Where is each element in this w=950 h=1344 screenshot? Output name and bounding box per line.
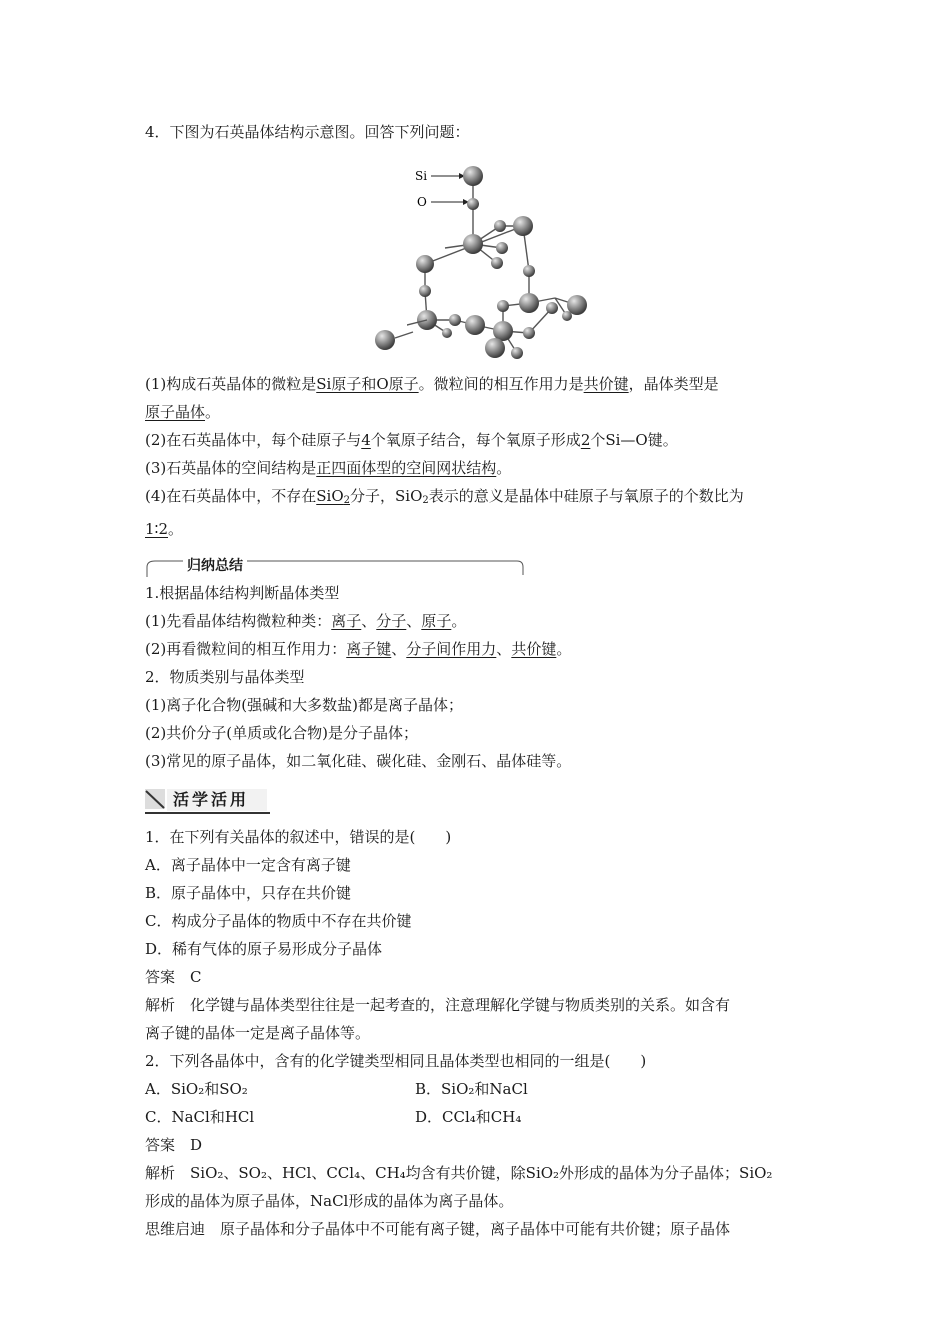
summary-1: 1.根据晶体结构判断晶体类型 — [145, 584, 340, 602]
q4-part1-line1: (1)构成石英晶体的微粒是Si原子和O原子。微粒间的相互作用力是共价键，晶体类型是 — [145, 375, 719, 393]
practice-q2-options-ab — [145, 1075, 810, 1103]
practice-q2-option-c: C．NaCl和HCl — [145, 1108, 255, 1126]
practice-q2-explanation-1: 解析 SiO₂、SO₂、HCl、CCl₄、CH₄均含有共价键，除SiO₂外形成的晶体为分子晶体；SiO₂ — [145, 1164, 773, 1182]
practice-q2-explanation-2: 形成的晶体为原子晶体，NaCl形成的晶体为离子晶体。 — [145, 1192, 514, 1210]
practice-thinking-tip: 思维启迪 原子晶体和分子晶体中不可能有离子键，离子晶体中可能有共价键；原子晶体 — [145, 1220, 731, 1238]
summary-1a: (1)先看晶体结构微粒种类：离子、分子、原子。 — [145, 612, 467, 630]
summary-2a: (1)离子化合物(强碱和大多数盐)都是离子晶体； — [145, 696, 463, 714]
summary-2b: (2)共价分子(单质或化合物)是分子晶体； — [145, 724, 418, 742]
summary-2c: (3)常见的原子晶体，如二氧化硅、碳化硅、金刚石、晶体硅等。 — [145, 752, 572, 770]
practice-q2-option-a: A．SiO₂和SO₂ — [145, 1080, 248, 1098]
practice-q2-option-b: B．SiO₂和NaCl — [415, 1080, 528, 1098]
practice-q1-explanation-1: 解析 化学键与晶体类型往往是一起考查的，注意理解化学键与物质类别的关系。如含有 — [145, 996, 731, 1014]
summary-header — [145, 553, 810, 579]
q4-part2: (2)在石英晶体中，每个硅原子与4个氧原子结合，每个氧原子形成2个Si—O键。 — [145, 431, 678, 449]
quartz-structure-figure — [145, 148, 810, 360]
quartz-structure-diagram — [407, 148, 647, 360]
practice-q1-explanation-2: 离子键的晶体一定是离子晶体等。 — [145, 1024, 371, 1042]
practice-q2-stem: 2．下列各晶体中，含有的化学键类型相同且晶体类型也相同的一组是( ) — [145, 1052, 647, 1070]
practice-q1-option-c: C．构成分子晶体的物质中不存在共价键 — [145, 912, 412, 930]
o-atom — [467, 198, 479, 210]
practice-q2-option-d: D．CCl₄和CH₄ — [415, 1108, 522, 1126]
practice-q1-option-b: B．原子晶体中，只存在共价键 — [145, 884, 352, 902]
summary-title: 归纳总结 — [183, 555, 247, 575]
quartz-structure-left-end — [355, 308, 415, 368]
practice-q2-options-cd — [145, 1103, 810, 1131]
q4-stem: 4．下图为石英晶体结构示意图。回答下列问题： — [145, 123, 470, 141]
practice-q1-option-a: A．离子晶体中一定含有离子键 — [145, 856, 351, 874]
q4-part4-line2: 1∶2。 — [145, 520, 184, 538]
o-label: O — [417, 195, 427, 209]
practice-q2-answer: 答案 D — [145, 1136, 203, 1154]
summary-2: 2．物质类别与晶体类型 — [145, 668, 305, 686]
practice-q1-option-d: D．稀有气体的原子易形成分子晶体 — [145, 940, 383, 958]
practice-q1-answer: 答案 C — [145, 968, 202, 986]
practice-q1-stem: 1．在下列有关晶体的叙述中，错误的是( ) — [145, 828, 452, 846]
page-content — [145, 118, 810, 1243]
si-atom — [463, 166, 483, 186]
summary-1b: (2)再看微粒间的相互作用力：离子键、分子间作用力、共价键。 — [145, 640, 572, 658]
practice-title: 活学活用 — [173, 790, 250, 809]
q4-part4-line1: (4)在石英晶体中，不存在SiO$_2$分子，SiO$_2$表示的意义是晶体中硅原子与氧原子的个数比为 — [145, 487, 744, 506]
si-label: Si — [415, 169, 428, 183]
q4-part1-line2: 原子晶体。 — [145, 403, 221, 421]
practice-header — [145, 783, 810, 817]
q4-part3: (3)石英晶体的空间结构是正四面体型的空间网状结构。 — [145, 459, 512, 477]
